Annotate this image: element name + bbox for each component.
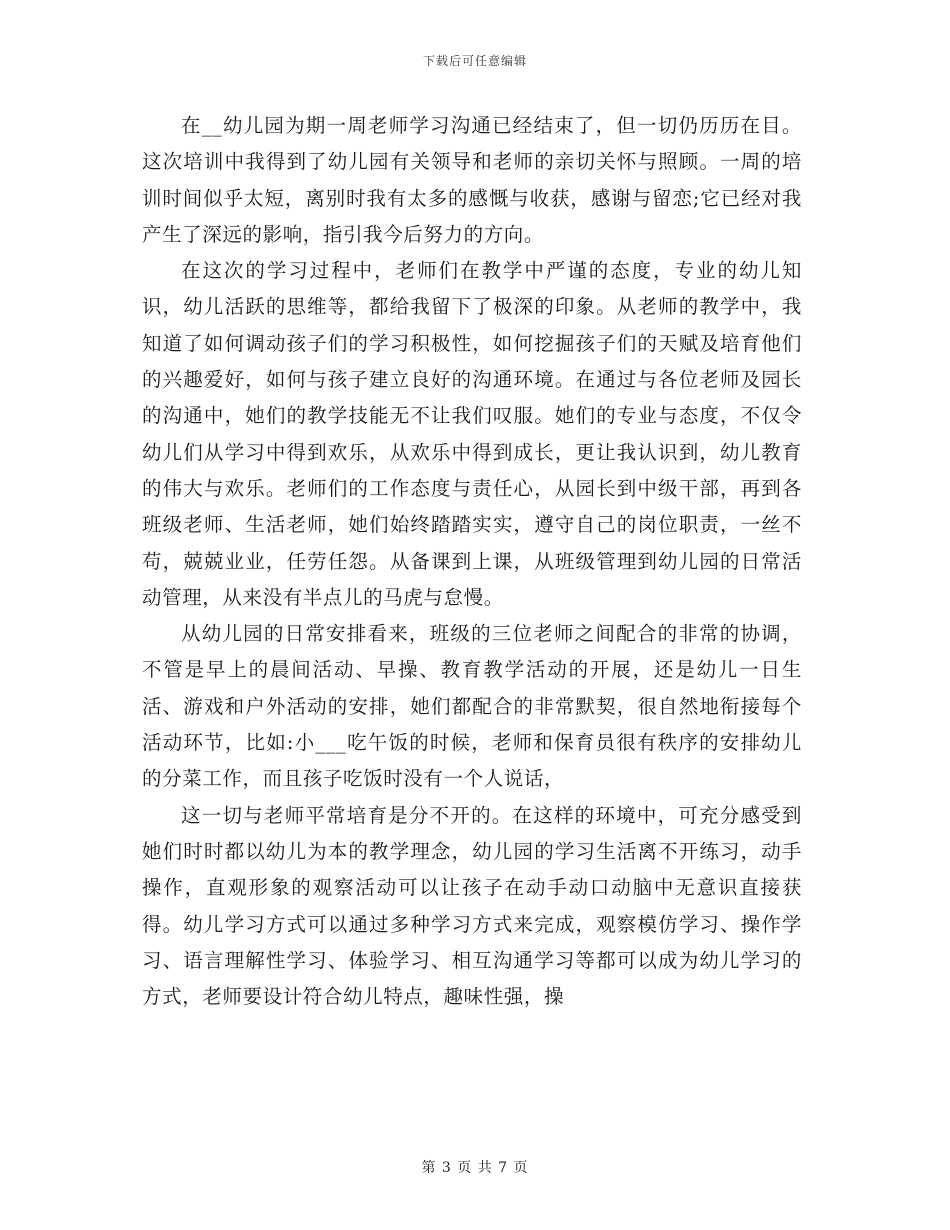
paragraph-3: 从幼儿园的日常安排看来，班级的三位老师之间配合的非常的协调，不管是早上的晨间活动、早操、教育教学活动的开展，还是幼儿一日生活、游戏和户外活动的安排，她们都配合的非常默契，很自然地衔接每个活动环节，比如:小___吃午饭的时候，老师和保育员很有秩序的安排幼儿的分菜工作，而且孩子吃饭时没有一个人说话， [142, 622, 802, 791]
paragraph-1: 在__幼儿园为期一周老师学习沟通已经结束了，但一切仍历历在目。这次培训中我得到了幼儿园有关领导和老师的亲切关怀与照顾。一周的培训时间似乎太短，离别时我有太多的感慨与收获，感谢与留恋;它已经对我产生了深远的影响，指引我今后努力的方向。 [142, 114, 802, 246]
document-body [142, 108, 802, 1015]
paragraph-2: 在这次的学习过程中，老师们在教学中严谨的态度，专业的幼儿知识，幼儿活跃的思维等，都给我留下了极深的印象。从老师的教学中，我知道了如何调动孩子们的学习积极性，如何挖掘孩子们的天赋及培育他们的兴趣爱好，如何与孩子建立良好的沟通环境。在通过与各位老师及园长的沟通中，她们的教学技能无不让我们叹服。她们的专业与态度，不仅令幼儿们从学习中得到欢乐，从欢乐中得到成长，更让我认识到，幼儿教育的伟大与欢乐。老师们的工作态度与责任心，从园长到中级干部，再到各班级老师、生活老师，她们始终踏踏实实，遵守自己的岗位职责，一丝不苟，兢兢业业，任劳任怨。从备课到上课，从班级管理到幼儿园的日常活动管理，从来没有半点儿的马虎与怠慢。 [142, 259, 802, 609]
page-number: 第 3 页 共 7 页 [421, 1160, 529, 1176]
paragraph-4: 这一切与老师平常培育是分不开的。在这样的环境中，可充分感受到她们时时都以幼儿为本的教学理念，幼儿园的学习生活离不开练习，动手操作，直观形象的观察活动可以让孩子在动手动口动脑中无意识直接获得。幼儿学习方式可以通过多种学习方式来完成，观察模仿学习、操作学习、语言理解性学习、体验学习、相互沟通学习等都可以成为幼儿学习的方式，老师要设计符合幼儿特点，趣味性强，操 [142, 803, 802, 1009]
page-header: 下载后可任意编辑 [422, 54, 527, 68]
